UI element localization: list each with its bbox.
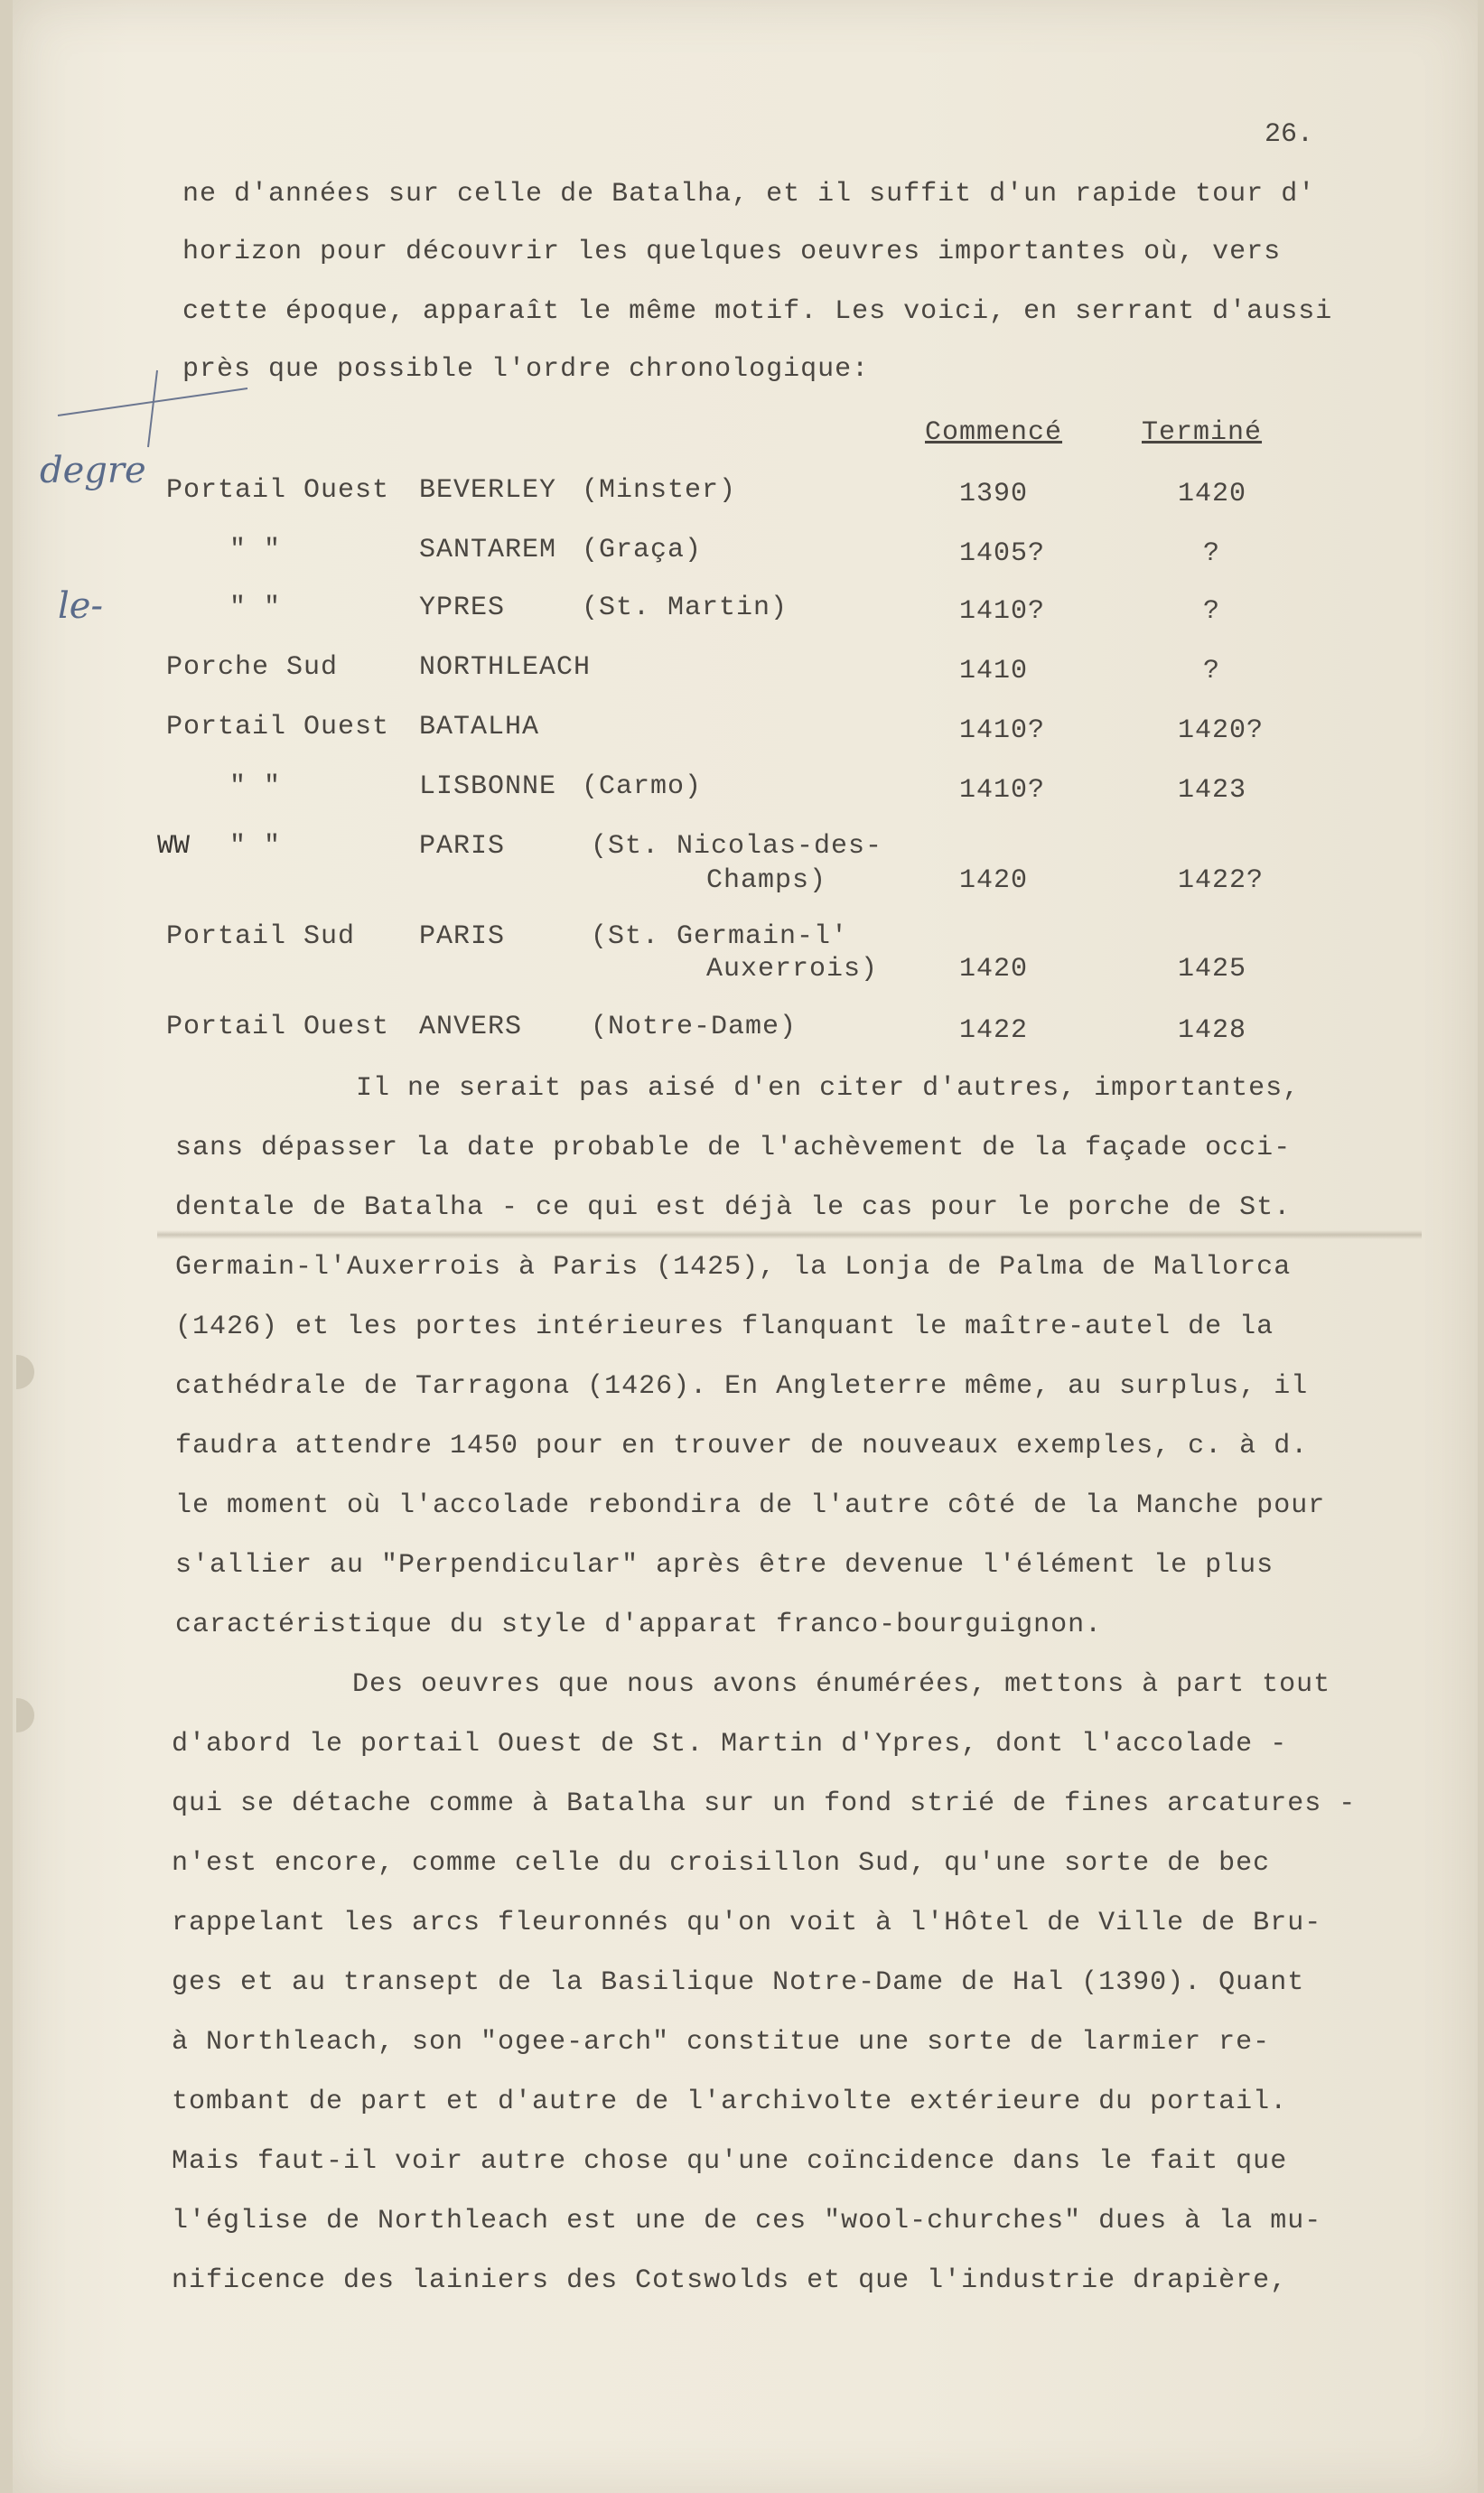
table-cell-place: BEVERLEY — [419, 475, 557, 506]
table-cell-type: Portail Ouest — [166, 1012, 390, 1042]
table-cell-type: Portail Ouest — [166, 475, 390, 506]
text-line: d'abord le portail Ouest de St. Martin d'Ypres, dont l'accolade - — [172, 1729, 1288, 1760]
text-line: sans dépasser la date probable de l'achèvement de la façade occi- — [175, 1133, 1292, 1163]
text-line: s'allier au "Perpendicular" après être devenue l'élément le plus — [175, 1550, 1274, 1581]
table-cell-end: 1425 — [1178, 954, 1247, 985]
text-line: le moment où l'accolade rebondira de l'autre côté de la Manche pour — [175, 1490, 1326, 1521]
table-cell-place: PARIS — [419, 921, 506, 952]
table-cell-start: 1410? — [959, 775, 1046, 806]
table-cell-start: 1420 — [959, 954, 1029, 985]
page-number: 26. — [1265, 119, 1314, 150]
table-cell-end: 1423 — [1178, 775, 1247, 806]
text-line: ges et au transept de la Basilique Notre-Dame de Hal (1390). Quant — [172, 1967, 1305, 1998]
table-cell-church-cont: Auxerrois) — [706, 954, 879, 985]
text-line: Mais faut-il voir autre chose qu'une coïncidence dans le fait que — [172, 2146, 1288, 2177]
table-cell-start: 1405? — [959, 538, 1046, 569]
text-line: l'église de Northleach est une de ces "wool-churches" dues à la mu- — [172, 2206, 1322, 2236]
text-line: n'est encore, comme celle du croisillon Sud, qu'une sorte de bec — [172, 1848, 1271, 1879]
text-line: caractéristique du style d'apparat franco-bourguignon. — [175, 1610, 1103, 1640]
punch-hole — [16, 1355, 34, 1389]
table-cell-church-cont: Champs) — [706, 865, 827, 896]
text-line: horizon pour découvrir les quelques oeuvres importantes où, vers — [182, 237, 1282, 267]
column-header-termine: Terminé — [1142, 417, 1263, 448]
text-line: à Northleach, son "ogee-arch" constitue une sorte de larmier re- — [172, 2027, 1271, 2058]
table-cell-start: 1410 — [959, 656, 1029, 686]
column-header-commence: Commencé — [925, 417, 1063, 448]
paper-fold — [157, 1230, 1422, 1239]
table-cell-end: ? — [1203, 656, 1221, 686]
text-line: Il ne serait pas aisé d'en citer d'autres, importantes, — [356, 1073, 1301, 1104]
table-cell-end: 1422? — [1178, 865, 1265, 896]
text-line: tombant de part et d'autre de l'archivolte extérieure du portail. — [172, 2087, 1288, 2117]
handwritten-note: le- — [58, 585, 103, 627]
table-cell-end: 1428 — [1178, 1015, 1247, 1046]
table-cell-type: " " — [229, 831, 282, 862]
text-line: qui se détache comme à Batalha sur un fond strié de fines arcatures - — [172, 1788, 1357, 1819]
table-cell-type: " " — [229, 771, 282, 802]
text-line: nificence des lainiers des Cotswolds et que l'industrie drapière, — [172, 2265, 1288, 2296]
table-cell-end: ? — [1203, 596, 1221, 627]
table-cell-place: PARIS — [419, 831, 506, 862]
table-cell-place: SANTAREM — [419, 535, 557, 565]
table-cell-church: (Carmo) — [582, 771, 703, 802]
table-cell-church: (St. Germain-l' — [591, 921, 849, 952]
text-line: cette époque, apparaît le même motif. Les voici, en serrant d'aussi — [182, 296, 1333, 327]
text-line: cathédrale de Tarragona (1426). En Angleterre même, au surplus, il — [175, 1371, 1309, 1402]
table-cell-type: Portail Sud — [166, 921, 356, 952]
table-cell-start: 1410? — [959, 715, 1046, 746]
table-cell-church: (St. Nicolas-des- — [591, 831, 883, 862]
text-line: près que possible l'ordre chronologique: — [182, 354, 870, 385]
text-line: faudra attendre 1450 pour en trouver de nouveaux exemples, c. à d. — [175, 1431, 1309, 1461]
table-cell-start: 1390 — [959, 479, 1029, 509]
table-cell-place: LISBONNE — [419, 771, 557, 802]
table-cell-place: NORTHLEACH — [419, 652, 592, 683]
text-line: ne d'années sur celle de Batalha, et il suffit d'un rapide tour d' — [182, 179, 1316, 210]
text-line: Germain-l'Auxerrois à Paris (1425), la Lonja de Palma de Mallorca — [175, 1252, 1292, 1283]
table-cell-church: (Minster) — [582, 475, 737, 506]
table-cell-end: 1420? — [1178, 715, 1265, 746]
punch-hole — [16, 1698, 34, 1732]
text-line: (1426) et les portes intérieures flanquant le maître-autel de la — [175, 1312, 1274, 1342]
text-line: Des oeuvres que nous avons énumérées, mettons à part tout — [352, 1669, 1331, 1700]
table-cell-church: (Notre-Dame) — [591, 1012, 798, 1042]
table-cell-place: YPRES — [419, 593, 506, 623]
text-line: dentale de Batalha - ce qui est déjà le cas pour le porche de St. — [175, 1192, 1292, 1223]
table-cell-end: ? — [1203, 538, 1221, 569]
table-cell-place: ANVERS — [419, 1012, 523, 1042]
table-cell-start: 1422 — [959, 1015, 1029, 1046]
table-cell-start: 1410? — [959, 596, 1046, 627]
table-cell-type: Portail Ouest — [166, 712, 390, 742]
handwritten-note: degre — [40, 450, 146, 491]
struck-mark: WW — [157, 831, 191, 862]
paper-sheet — [13, 0, 1478, 2493]
table-cell-type: Porche Sud — [166, 652, 339, 683]
table-cell-end: 1420 — [1178, 479, 1247, 509]
table-cell-church: (Graça) — [582, 535, 703, 565]
table-cell-church: (St. Martin) — [582, 593, 789, 623]
table-cell-place: BATALHA — [419, 712, 540, 742]
text-line: rappelant les arcs fleuronnés qu'on voit à l'Hôtel de Ville de Bru- — [172, 1908, 1322, 1938]
table-cell-type: " " — [229, 593, 282, 623]
table-cell-start: 1420 — [959, 865, 1029, 896]
table-cell-type: " " — [229, 535, 282, 565]
